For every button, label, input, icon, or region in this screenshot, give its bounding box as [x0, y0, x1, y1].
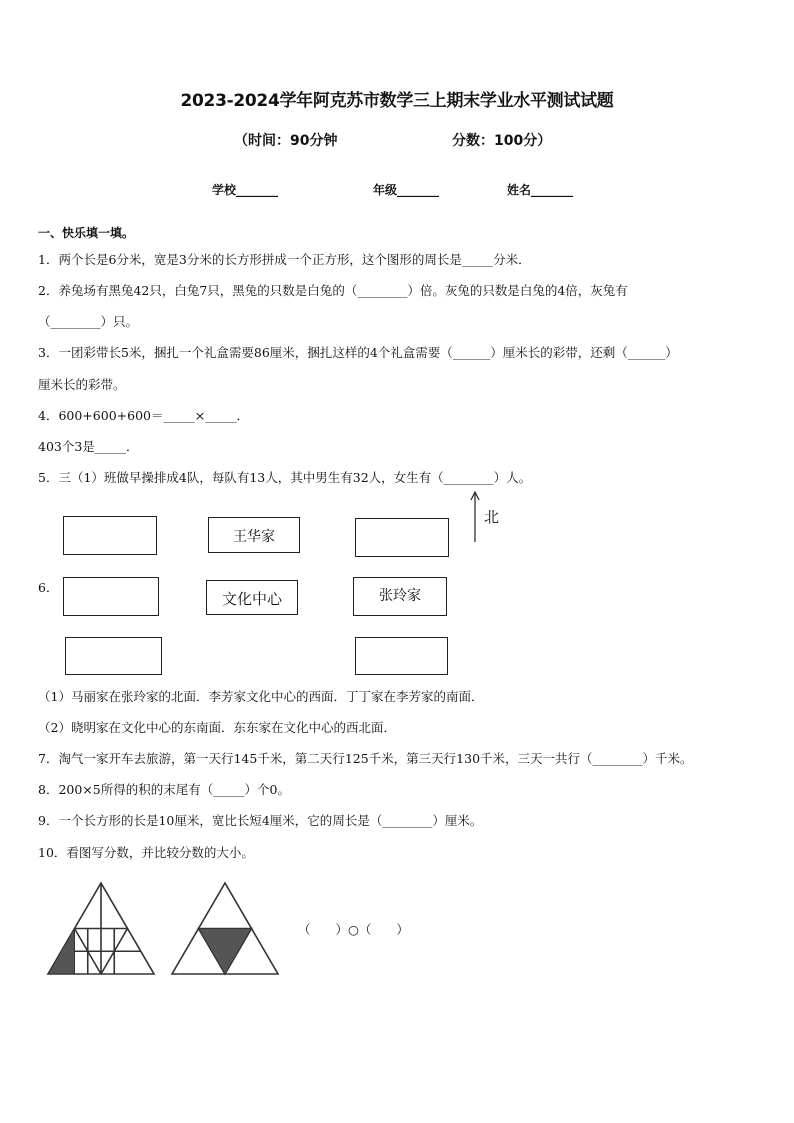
section-heading: 一、快乐填一填。	[38, 226, 135, 240]
triangle-figure-2	[168, 880, 282, 978]
empty-box-bottom-left	[65, 637, 162, 675]
question-6-statement-2: （2）晓明家在文化中心的东南面．东东家在文化中心的西北面．	[38, 720, 396, 735]
fraction-comparison-answer: （ ）○（ ）	[298, 922, 409, 937]
north-arrow-icon	[468, 490, 482, 546]
question-6-number: 6．	[38, 580, 59, 595]
score-label: 分数：100分）	[452, 133, 552, 149]
empty-box-bottom-right	[355, 637, 448, 675]
question-8: 8．200×5所得的积的末尾有（_____）个0。	[38, 782, 290, 797]
question-6-statement-1: （1）马丽家在张玲家的北面．李芳家文化中心的西面．丁丁家在李芳家的南面．	[38, 689, 484, 704]
question-10: 10．看图写分数，并比较分数的大小。	[38, 845, 254, 860]
question-4-line-2: 403个3是_____．	[38, 439, 139, 454]
question-2-line-1: 2．养兔场有黑兔42只，白兔7只，黑兔的只数是白兔的（________）倍。灰兔的只数是白兔的4倍，灰兔有	[38, 283, 628, 298]
empty-box-top-right	[355, 518, 449, 557]
wanghua-label: 王华家	[233, 529, 275, 545]
wanghua-box	[208, 517, 300, 553]
north-label: 北	[484, 508, 500, 526]
school-field: 学校_______	[212, 183, 279, 197]
question-7: 7．淘气一家开车去旅游，第一天行145千米，第二天行125千米，第三天行130千米，三天一共行（________）千米。	[38, 751, 693, 766]
empty-box-mid-left	[63, 577, 159, 616]
grade-field: 年级_______	[373, 183, 440, 197]
name-field: 姓名_______	[507, 183, 574, 197]
question-9: 9．一个长方形的长是10厘米，宽比长短4厘米，它的周长是（________）厘米。	[38, 813, 483, 828]
zhangling-box	[353, 577, 447, 616]
question-1: 1．两个长是6分米，宽是3分米的长方形拼成一个正方形，这个图形的周长是_____分米．	[38, 252, 531, 267]
question-4-line-1: 4．600+600+600＝_____×_____．	[38, 408, 249, 423]
page-title: 2023-2024学年阿克苏市数学三上期末学业水平测试试题	[180, 91, 614, 111]
question-2-line-2: （________）只。	[38, 314, 139, 329]
time-label: （时间：90分钟	[234, 133, 338, 149]
triangle-figure-1	[44, 880, 158, 978]
wenhua-box	[206, 580, 298, 615]
question-3-line-2: 厘米长的彩带。	[38, 377, 126, 392]
empty-box-top-left	[63, 516, 157, 555]
zhangling-label: 张玲家	[379, 588, 421, 604]
question-3-line-1: 3．一团彩带长5米，捆扎一个礼盒需要86厘米，捆扎这样的4个礼盒需要（______）厘米长的彩带，还剩（______）	[38, 345, 678, 360]
question-5: 5．三（1）班做早操排成4队，每队有13人，其中男生有32人，女生有（________）人。	[38, 470, 532, 485]
wenhua-label: 文化中心	[221, 590, 282, 608]
